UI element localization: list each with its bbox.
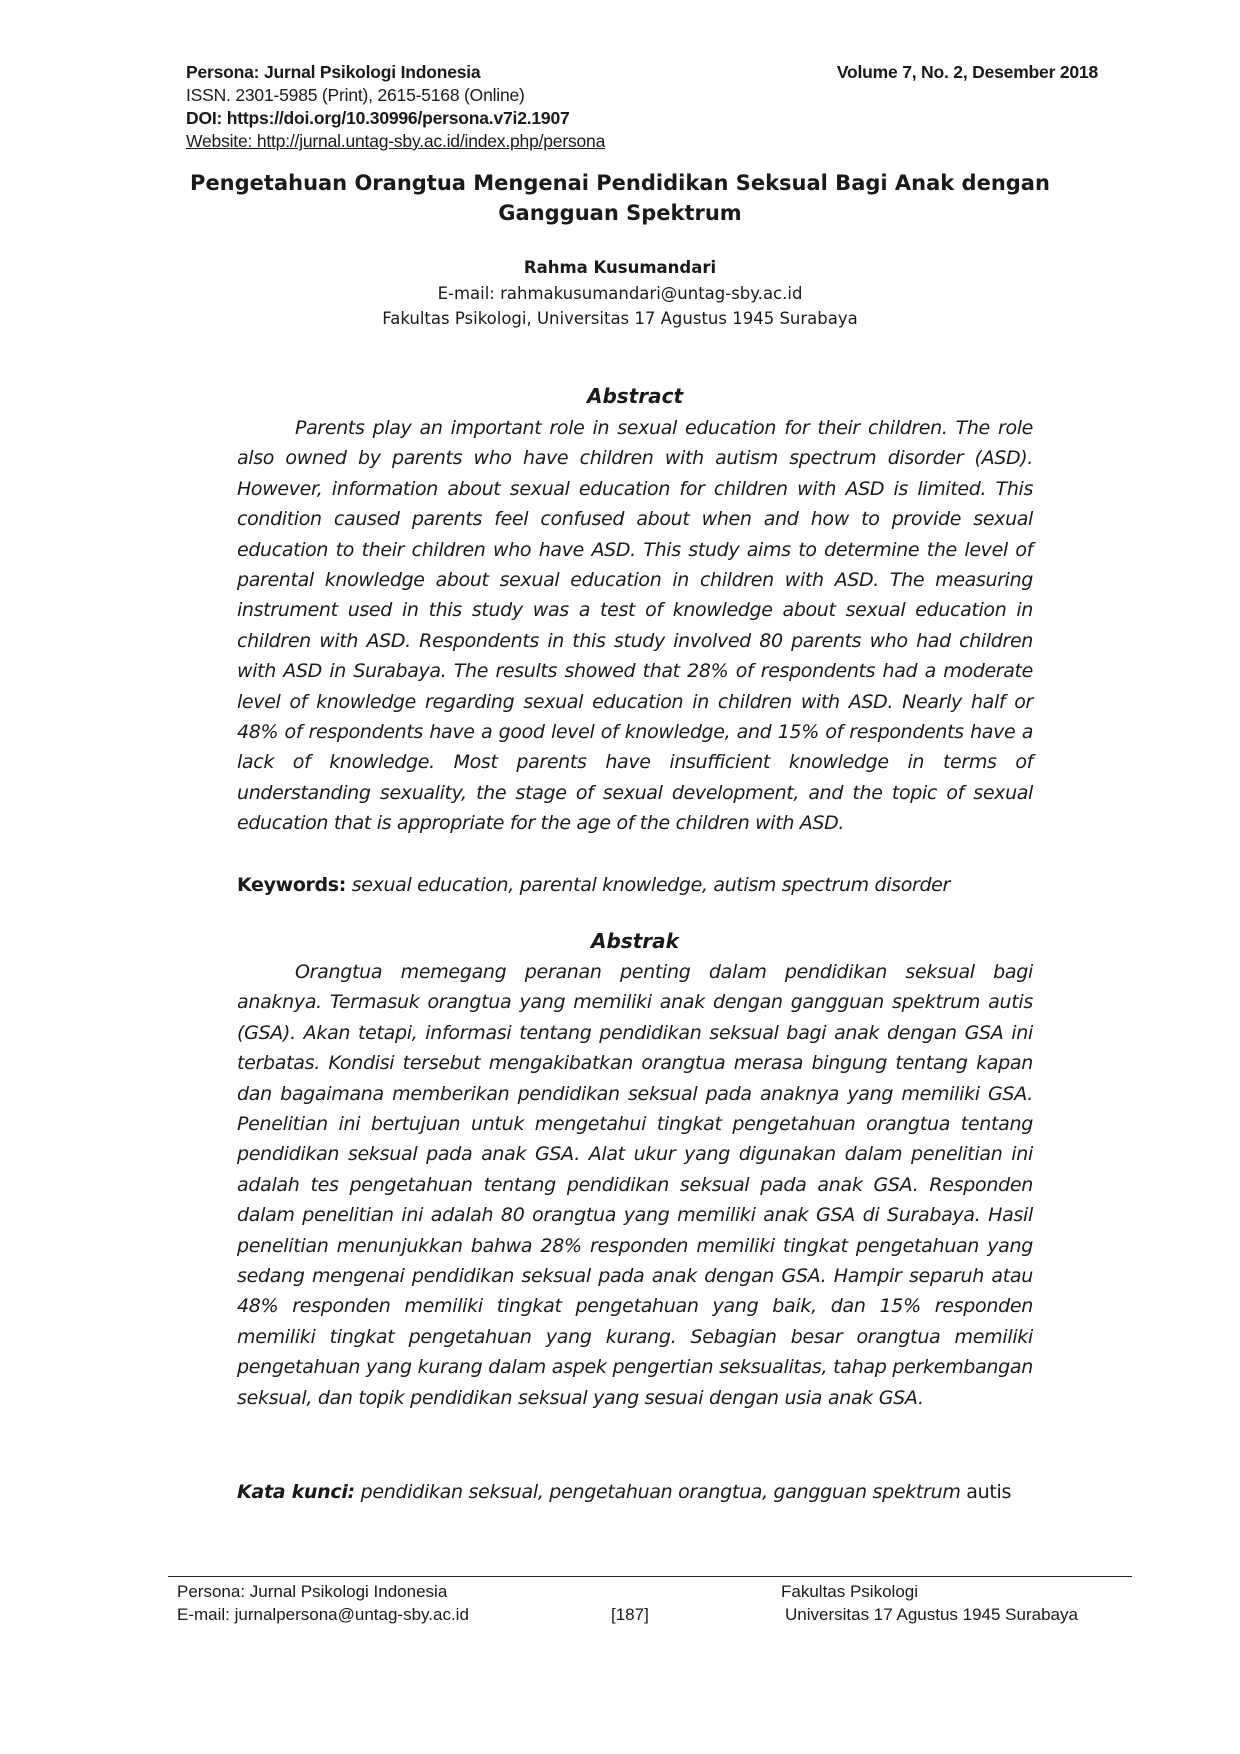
kata-kunci-tail: autis <box>966 1481 1012 1503</box>
doi[interactable]: DOI: https://doi.org/10.30996/persona.v7i2.1907 <box>186 108 570 128</box>
abstrak-heading: Abstrak <box>591 929 679 953</box>
issn: ISSN. 2301-5985 (Print), 2615-5168 (Online) <box>186 85 525 105</box>
kata-kunci-value: pendidikan seksual, pengetahuan orangtua, gangguan spektrum <box>360 1481 961 1503</box>
keywords-label: Keywords: <box>237 874 346 896</box>
abstract-body: Parents play an important role in sexual education for their children. The role also owned by parents who have children with autism spectrum disorder (ASD). However, information about sexual education for children with ASD is limited. This condition caused parents feel confused about when and how to provide sexual education to their children who have ASD. This study aims to determine the level of parental knowledge about sexual education in children with ASD. The measuring instrument used in this study was a test of knowledge about sexual education in children with ASD. Respondents in this study involved 80 parents who had children with ASD in Surabaya. The results showed that 28% of respondents had a moderate level of knowledge regarding sexual education in children with ASD. Nearly half or 48% of respondents have a good level of knowledge, and 15% of respondents have a lack of knowledge. Most parents have insufficient knowledge in terms of understanding sexuality, the stage of sexual development, and the topic of sexual education that is appropriate for the age of the children with ASD. <box>237 417 1033 835</box>
kata-kunci-label: Kata kunci: <box>237 1481 355 1503</box>
page-number: [187] <box>611 1605 649 1624</box>
footer-email[interactable]: E-mail: jurnalpersona@untag-sby.ac.id <box>177 1605 469 1624</box>
keywords <box>237 870 1033 900</box>
footer-divider <box>168 1576 1132 1577</box>
article-title: Pengetahuan Orangtua Mengenai Pendidikan Seksual Bagi Anak dengan Gangguan Spektrum <box>190 171 1050 225</box>
journal-name: Persona: Jurnal Psikologi Indonesia <box>186 62 481 82</box>
kata-kunci <box>237 1477 1033 1507</box>
footer-journal: Persona: Jurnal Psikologi Indonesia <box>177 1582 448 1601</box>
keywords-value: sexual education, parental knowledge, autism spectrum disorder <box>351 874 950 896</box>
author-affiliation: Fakultas Psikologi, Universitas 17 Agustus 1945 Surabaya <box>382 309 858 328</box>
footer-university: Universitas 17 Agustus 1945 Surabaya <box>785 1605 1078 1624</box>
website-link[interactable]: Website: http://jurnal.untag-sby.ac.id/index.php/persona <box>186 131 606 151</box>
author-email[interactable]: E-mail: rahmakusumandari@untag-sby.ac.id <box>437 284 803 303</box>
footer-faculty: Fakultas Psikologi <box>781 1582 919 1601</box>
volume-info: Volume 7, No. 2, Desember 2018 <box>836 62 1098 82</box>
abstract-heading: Abstract <box>586 384 684 408</box>
abstrak-body: Orangtua memegang peranan penting dalam pendidikan seksual bagi anaknya. Termasuk orangtua yang memiliki anak dengan gangguan spektrum autis (GSA). Akan tetapi, informasi tentang pendidikan seksual bagi anak dengan GSA ini terbatas. Kondisi tersebut mengakibatkan orangtua merasa bingung tentang kapan dan bagaimana memberikan pendidikan seksual pada anaknya yang memiliki GSA. Penelitian ini bertujuan untuk mengetahui tingkat pengetahuan orangtua tentang pendidikan seksual pada anak GSA. Alat ukur yang digunakan dalam penelitian ini adalah tes pengetahuan tentang pendidikan seksual pada anak GSA. Responden dalam penelitian ini adalah 80 orangtua yang memiliki anak GSA di Surabaya. Hasil penelitian menunjukkan bahwa 28% responden memiliki tingkat pengetahuan yang sedang mengenai pendidikan seksual pada anak dengan GSA. Hampir separuh atau 48% responden memiliki tingkat pengetahuan yang baik, dan 15% responden memiliki tingkat pengetahuan yang kurang. Sebagian besar orangtua memiliki pengetahuan yang kurang dalam aspek pengertian seksualitas, tahap perkembangan seksual, dan topik pendidikan seksual yang sesuai dengan usia anak GSA. <box>237 961 1033 1409</box>
author-name: Rahma Kusumandari <box>523 258 717 277</box>
